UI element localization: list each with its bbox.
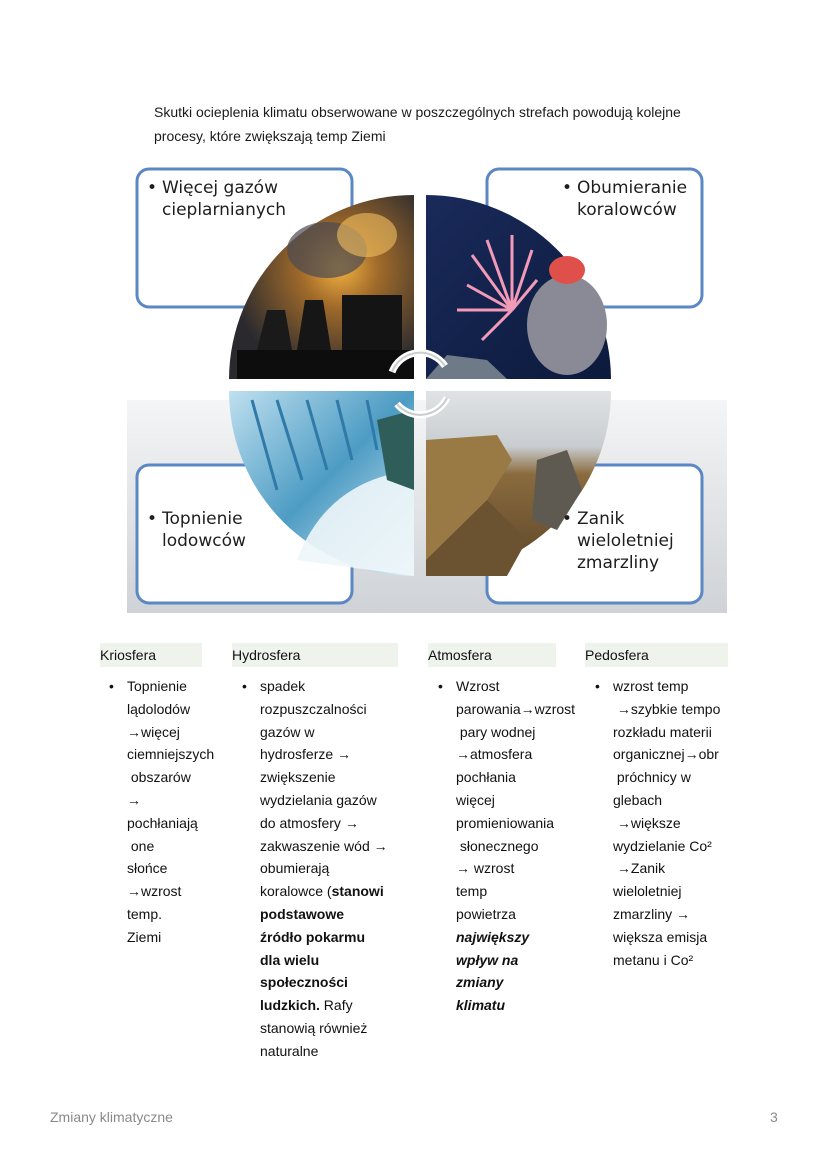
pedosfera-line: zmarzliny → — [613, 905, 691, 922]
hydrosfera-line: zakwaszenie wód → — [260, 837, 388, 854]
callout-coral-dying-text: Obumieranie koralowców — [577, 178, 688, 220]
hydrosfera-bold-line: podstawowe — [260, 905, 345, 922]
kriosfera-line: → — [127, 791, 141, 808]
hydrosfera-bold-line: źródło pokarmu — [260, 928, 366, 945]
callout-greenhouse-gases-text: Więcej gazów cieplarnianych — [162, 178, 287, 220]
hydrosfera-bold-line: dla wielu — [260, 951, 320, 968]
hydrosfera-line: zwiększenie — [260, 769, 336, 786]
page-number: 3 — [770, 1109, 778, 1125]
pedosfera-line: rozkładu materii — [613, 723, 712, 740]
atmosfera-line: więcej — [456, 791, 495, 808]
hydrosfera-line: spadek — [260, 678, 306, 694]
callout-bullet: • — [147, 178, 158, 198]
kriosfera-line: one — [127, 837, 155, 854]
intro-line-2: procesy, które zwiększają temp Ziemi — [154, 128, 386, 144]
hydrosfera-mixed-bold: stanowi — [331, 883, 384, 900]
atmosfera-line: Wzrost — [456, 678, 500, 694]
atmosfera-line: → wzrost — [456, 860, 515, 877]
header-atmosfera: Atmosfera — [428, 643, 556, 667]
atmosfera-line: temp — [456, 883, 488, 900]
kriosfera-line: słońce — [127, 860, 168, 877]
column-kriosfera — [109, 675, 227, 949]
atmosfera-emphasis-lines — [456, 926, 588, 1017]
header-kriosfera: Kriosfera — [100, 643, 202, 667]
hydrosfera-bold-lines — [260, 903, 410, 994]
pedosfera-line: →szybkie tempo — [613, 700, 721, 717]
callout-permafrost-loss-text: Zanik wieloletniej zmarzliny — [577, 509, 674, 573]
pedosfera-line: organicznej→obr — [613, 746, 719, 763]
climate-effects-diagram — [127, 160, 727, 613]
kriosfera-line: Ziemi — [127, 928, 162, 945]
kriosfera-line: →wzrost — [127, 883, 182, 900]
kriosfera-line: temp. — [127, 905, 163, 922]
pedosfera-line: glebach — [613, 791, 663, 808]
kriosfera-line: →więcej — [127, 723, 180, 740]
callout-glacier-melting-text: Topnienie lodowców — [162, 509, 246, 551]
pedosfera-line: wzrost temp — [613, 678, 689, 694]
kriosfera-line: lądolodów — [127, 700, 191, 717]
hydrosfera-plain-lines — [260, 675, 410, 880]
pedosfera-line: →Zanik — [613, 860, 666, 877]
pedosfera-line: wieloletniej — [613, 883, 682, 900]
atmosfera-emphasis-line: największy — [456, 928, 530, 945]
bullet-kriosfera: • — [109, 678, 114, 694]
hydrosfera-bold-line: społeczności — [260, 974, 348, 991]
kriosfera-text — [127, 675, 227, 949]
kriosfera-line: ciemniejszych — [127, 746, 215, 763]
hydrosfera-line: obumierają — [260, 860, 330, 877]
header-hydrosfera: Hydrosfera — [232, 643, 398, 667]
hydrosfera-line: wydzielania gazów — [260, 791, 377, 808]
column-hydrosfera — [242, 675, 410, 1063]
pedosfera-line: →większe — [613, 814, 681, 831]
atmosfera-line: powietrza — [456, 905, 516, 922]
hydrosfera-mixed-plain: koralowce ( — [260, 883, 332, 900]
hydrosfera-text — [260, 675, 410, 1063]
hydrosfera-mixed-line — [260, 880, 410, 903]
atmosfera-emphasis-line: zmiany — [456, 974, 504, 991]
pedosfera-text — [613, 675, 733, 971]
pedosfera-line: próchnicy w — [613, 769, 691, 786]
kriosfera-line: obszarów — [127, 769, 191, 786]
column-pedosfera — [595, 675, 733, 971]
kriosfera-line: pochłaniają — [127, 814, 198, 831]
hydrosfera-end-plain: Rafy — [319, 997, 353, 1014]
pedosfera-line: wydzielanie Co² — [613, 837, 712, 854]
hydrosfera-tail-lines — [260, 1017, 410, 1063]
hydrosfera-line: do atmosfery → — [260, 814, 359, 831]
callout-bullet: • — [147, 509, 158, 529]
atmosfera-line: promieniowania — [456, 814, 555, 831]
hydrosfera-tail-line: naturalne — [260, 1042, 319, 1059]
hydrosfera-line: gazów w — [260, 723, 315, 740]
atmosfera-emphasis-line: klimatu — [456, 997, 506, 1014]
bullet-hydrosfera: • — [242, 678, 247, 694]
hydrosfera-end-bold: ludzkich. — [260, 997, 320, 1014]
pedosfera-line: większa emisja — [613, 928, 708, 945]
atmosfera-text — [456, 675, 588, 1017]
header-pedosfera: Pedosfera — [585, 643, 728, 667]
kriosfera-line: Topnienie — [127, 678, 187, 694]
hydrosfera-line: hydrosferze → — [260, 746, 352, 763]
atmosfera-line: pochłania — [456, 769, 516, 786]
atmosfera-line: →atmosfera — [456, 746, 533, 763]
bullet-pedosfera: • — [595, 678, 600, 694]
atmosfera-line: parowania→wzrost — [456, 700, 576, 717]
intro-line-1: Skutki ocieplenia klimatu obserwowane w poszczególnych strefach powodują kolejne — [154, 104, 681, 120]
hydrosfera-line: rozpuszczalności — [260, 700, 367, 717]
hydrosfera-tail-line: stanowią również — [260, 1019, 368, 1036]
atmosfera-line: pary wodnej — [456, 723, 536, 740]
atmosfera-line: słonecznego — [456, 837, 539, 854]
bullet-atmosfera: • — [438, 678, 443, 694]
callout-bullet: • — [562, 509, 573, 529]
footer-title: Zmiany klimatyczne — [50, 1109, 173, 1125]
pedosfera-line: metanu i Co² — [613, 951, 694, 968]
atmosfera-emphasis-line: wpływ na — [456, 951, 519, 968]
callout-bullet: • — [562, 178, 573, 198]
column-atmosfera — [438, 675, 588, 1017]
intro-paragraph — [154, 100, 744, 148]
hydrosfera-end-line — [260, 994, 410, 1017]
atmosfera-plain-lines — [456, 675, 588, 926]
